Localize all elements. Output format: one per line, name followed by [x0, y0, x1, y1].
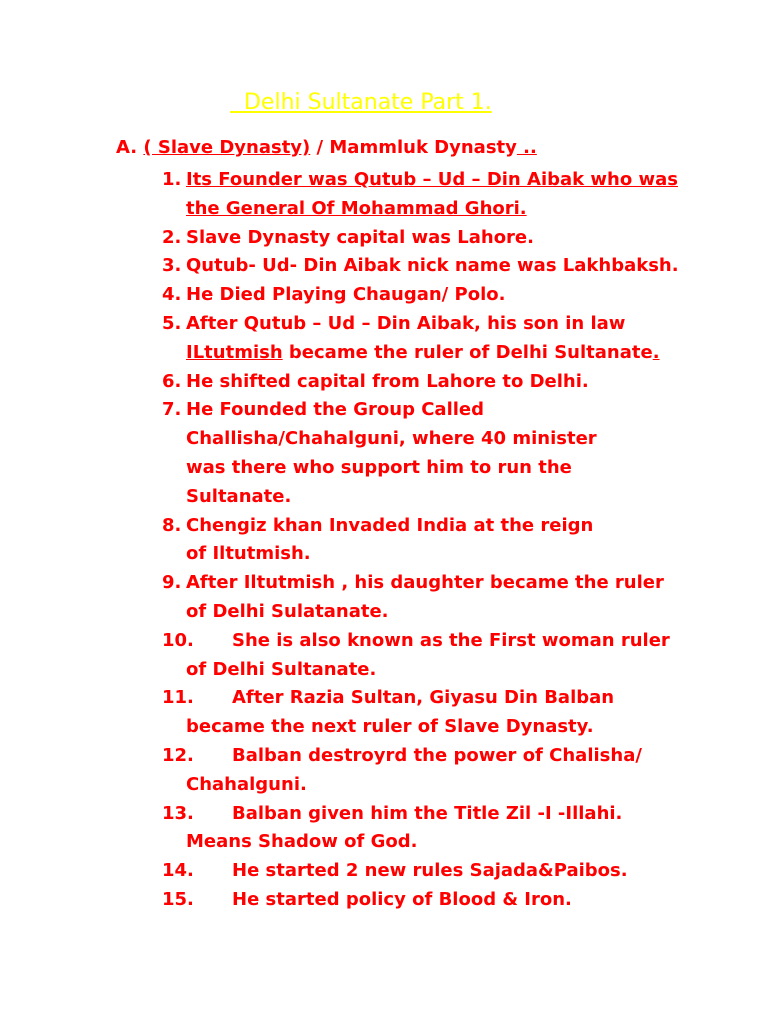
item-text: She is also known as the First woman ruler of Delhi Sultanate.: [186, 629, 670, 680]
item-text: Balban destroyrd the power of Chalisha/ Chahalguni.: [186, 744, 642, 795]
item-number: 11.: [162, 687, 194, 709]
item-text: He Died Playing Chaugan/ Polo.: [186, 284, 506, 306]
list-item: [0, 252, 768, 281]
list-item: [0, 396, 768, 511]
item-number: 8.: [162, 514, 182, 536]
list-item: [0, 857, 768, 886]
heading-prefix: A.: [116, 137, 144, 158]
item-number: 1.: [162, 169, 182, 190]
item-text: Balban given him the Title Zil -I -Illahi. Means Shadow of God.: [186, 802, 623, 853]
item-text: He shifted capital from Lahore to Delhi.: [186, 370, 589, 392]
item-number: 5.: [162, 312, 182, 334]
section-heading: [116, 137, 537, 158]
list-item: [0, 800, 768, 858]
item-number: 10.: [162, 629, 194, 651]
list-item: [0, 166, 768, 224]
item-number: 7.: [162, 399, 182, 421]
list-item: [0, 281, 768, 310]
item-number: 4.: [162, 284, 182, 306]
item-text: After Razia Sultan, Giyasu Din Balban became the next ruler of Slave Dynasty.: [186, 687, 615, 738]
list-item: [0, 627, 768, 685]
numbered-list: [0, 166, 768, 915]
list-item: [0, 684, 768, 742]
item-number: 14.: [162, 860, 194, 882]
item-number: 6.: [162, 370, 182, 392]
item-text: He started policy of Blood & Iron.: [232, 888, 572, 910]
item-text-part: After Qutub – Ud – Din Aibak, his son in law: [186, 312, 626, 334]
item-number: 3.: [162, 255, 182, 277]
item-text: He Founded the Group Called Challisha/Chahalguni, where 40 minister was there who support him to run the Sultanate.: [186, 399, 597, 507]
item-text-dot: .: [652, 341, 660, 363]
item-text: Slave Dynasty capital was Lahore.: [186, 226, 534, 248]
heading-suffix: ..: [516, 137, 537, 158]
item-text: After Iltutmish , his daughter became the ruler of Delhi Sulatanate.: [186, 572, 664, 622]
item-number: 2.: [162, 226, 182, 248]
page-title: Delhi Sultanate Part 1.: [230, 90, 492, 115]
heading-mammluk-dynasty: / Mammluk Dynasty: [310, 137, 517, 158]
item-text: Its Founder was Qutub – Ud – Din Aibak who was the General Of Mohammad Ghori.: [186, 169, 678, 219]
list-item: [0, 742, 768, 800]
item-text: Chengiz khan Invaded India at the reign of Iltutmish.: [186, 514, 594, 565]
item-text: [186, 310, 686, 368]
list-item: [0, 224, 768, 253]
item-text: He started 2 new rules Sajada&Paibos.: [232, 860, 628, 882]
iltutmish-name: ILtutmish: [186, 341, 283, 363]
item-number: 9.: [162, 572, 182, 594]
item-number: 13.: [162, 802, 194, 824]
list-item: [0, 512, 768, 570]
list-item: [0, 886, 768, 915]
item-text-part: became the ruler of Delhi Sultanate: [282, 341, 653, 363]
item-number: 15.: [162, 888, 194, 910]
item-number: 12.: [162, 744, 194, 766]
list-item: [0, 310, 768, 368]
list-item: [0, 569, 768, 627]
heading-slave-dynasty: ( Slave Dynasty): [143, 137, 311, 158]
list-item: [0, 368, 768, 397]
item-text: Qutub- Ud- Din Aibak nick name was Lakhbaksh.: [186, 255, 679, 277]
